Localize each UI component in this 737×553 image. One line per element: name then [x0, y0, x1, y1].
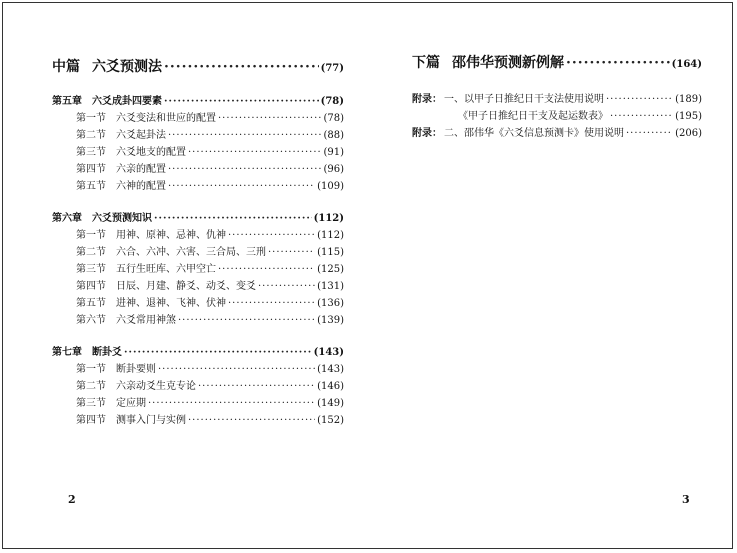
section-title: 五行生旺库、六甲空亡: [116, 264, 216, 275]
leader-dots: [168, 180, 315, 194]
toc-section: [52, 314, 344, 328]
leader-dots: [164, 58, 319, 76]
section-page: (96): [323, 164, 344, 175]
section-title: 用神、原神、忌神、仇神: [116, 230, 226, 241]
section-number: 第二节: [76, 381, 106, 392]
leader-dots: [154, 212, 312, 226]
toc-section: [52, 180, 344, 194]
leader-dots: [228, 297, 315, 311]
part-page: (164): [671, 59, 702, 70]
leader-dots: [178, 314, 315, 328]
section-title: 六爻起卦法: [116, 130, 166, 141]
toc-section: [52, 163, 344, 177]
toc-section: [52, 263, 344, 277]
section-number: 第五节: [76, 298, 106, 309]
section-number: 第二节: [76, 247, 106, 258]
part-title: 六爻预测法: [92, 59, 162, 75]
leader-dots: [124, 346, 312, 360]
part-title: 邵伟华预测新例解: [452, 55, 564, 71]
chapter-title: 六爻成卦四要素: [92, 96, 162, 107]
appendix-title: 《甲子日推纪日干支及起运数表》: [458, 111, 608, 122]
part-heading: [52, 58, 344, 78]
toc-section: [52, 397, 344, 411]
part-page: (77): [320, 63, 344, 74]
section-page: (91): [323, 147, 344, 158]
leader-dots: [168, 163, 321, 177]
section-page: (125): [317, 264, 344, 275]
toc-section: [52, 246, 344, 260]
toc-section: [52, 363, 344, 377]
section-title: 六神的配置: [116, 181, 166, 192]
section-number: 第六节: [76, 315, 106, 326]
chapter-page: (78): [320, 96, 344, 107]
leader-dots: [626, 127, 673, 141]
part-number: 下篇: [412, 55, 440, 71]
section-number: 第五节: [76, 181, 106, 192]
toc-section: [52, 129, 344, 143]
chapter-number: 第七章: [52, 347, 82, 358]
leader-dots: [218, 112, 321, 126]
chapter-page: (112): [313, 213, 344, 224]
section-page: (139): [317, 315, 344, 326]
toc-appendix: [412, 127, 702, 141]
section-title: 六爻常用神煞: [116, 315, 176, 326]
section-number: 第四节: [76, 164, 106, 175]
section-title: 六亲动爻生克专论: [116, 381, 196, 392]
section-page: (109): [317, 181, 344, 192]
chapter-title: 六爻预测知识: [92, 213, 152, 224]
leader-dots: [148, 397, 315, 411]
part-heading: [412, 54, 702, 74]
toc-section: [52, 112, 344, 126]
section-title: 六爻地支的配置: [116, 147, 186, 158]
leader-dots: [268, 246, 315, 260]
toc-section: [52, 414, 344, 428]
toc-section: [52, 380, 344, 394]
page-number: 2: [68, 493, 76, 506]
chapter-number: 第六章: [52, 213, 82, 224]
appendix-title: 一、以甲子日推纪日干支法使用说明: [444, 94, 604, 105]
section-title: 测事入门与实例: [116, 415, 186, 426]
page-number: 3: [682, 493, 690, 506]
section-page: (146): [317, 381, 344, 392]
section-title: 六亲的配置: [116, 164, 166, 175]
appendix-page: (195): [675, 111, 702, 122]
section-page: (88): [323, 130, 344, 141]
leader-dots: [258, 280, 315, 294]
section-page: (143): [317, 364, 344, 375]
chapter-number: 第五章: [52, 96, 82, 107]
appendix-title: 二、邵伟华《六爻信息预测卡》使用说明: [444, 128, 624, 139]
toc-section: [52, 280, 344, 294]
appendix-label: 附录：: [412, 94, 442, 105]
appendix-page: (189): [675, 94, 702, 105]
section-page: (149): [317, 398, 344, 409]
chapter-title: 断卦爻: [92, 347, 122, 358]
section-number: 第四节: [76, 415, 106, 426]
leader-dots: [188, 414, 315, 428]
section-title: 六爻变法和世应的配置: [116, 113, 216, 124]
toc-appendix: [412, 93, 702, 107]
leader-dots: [168, 129, 321, 143]
section-number: 第一节: [76, 364, 106, 375]
chapter-page: (143): [313, 347, 344, 358]
appendix-page: (206): [675, 128, 702, 139]
toc-chapter: [52, 346, 344, 360]
section-title: 六合、六冲、六害、三合局、三刑: [116, 247, 266, 258]
section-title: 断卦要则: [116, 364, 156, 375]
section-page: (136): [317, 298, 344, 309]
leader-dots: [566, 54, 670, 72]
section-page: (115): [317, 247, 344, 258]
section-number: 第一节: [76, 230, 106, 241]
leader-dots: [610, 110, 673, 124]
section-number: 第三节: [76, 398, 106, 409]
section-title: 定应期: [116, 398, 146, 409]
toc-appendix: [412, 110, 702, 124]
section-page: (78): [323, 113, 344, 124]
toc-chapter: [52, 95, 344, 109]
leader-dots: [198, 380, 315, 394]
appendix-label: 附录：: [412, 128, 442, 139]
part-number: 中篇: [52, 59, 80, 75]
section-title: 进神、退神、飞神、伏神: [116, 298, 226, 309]
leader-dots: [606, 93, 673, 107]
toc-section: [52, 146, 344, 160]
leader-dots: [158, 363, 315, 377]
section-page: (112): [317, 230, 344, 241]
toc-chapter: [52, 212, 344, 226]
section-number: 第三节: [76, 147, 106, 158]
section-number: 第二节: [76, 130, 106, 141]
leader-dots: [228, 229, 315, 243]
leader-dots: [218, 263, 315, 277]
section-number: 第一节: [76, 113, 106, 124]
section-title: 日辰、月建、静爻、动爻、变爻: [116, 281, 256, 292]
section-page: (152): [317, 415, 344, 426]
leader-dots: [188, 146, 321, 160]
section-number: 第三节: [76, 264, 106, 275]
toc-section: [52, 297, 344, 311]
toc-section: [52, 229, 344, 243]
section-number: 第四节: [76, 281, 106, 292]
leader-dots: [164, 95, 319, 109]
section-page: (131): [317, 281, 344, 292]
